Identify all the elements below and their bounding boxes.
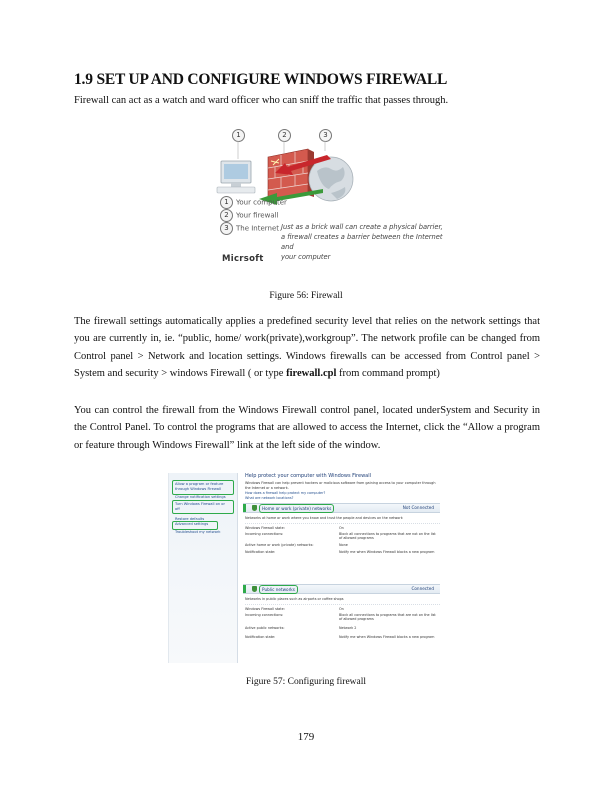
shield-icon	[252, 505, 257, 511]
legend-item-internet: 3 The Internet	[220, 222, 279, 235]
legend-item-firewall: 2 Your firewall	[220, 209, 279, 222]
home-network-note: Networks at home or work where you know and trust the people and devices on the network	[245, 516, 403, 520]
sidebar-link-advanced-settings[interactable]: Advanced settings	[175, 522, 209, 526]
body-paragraph-2: You can control the firewall from the Windows Firewall control panel, located underSystem and Security in the Control Panel. To control the programs that are allowed to access the Internet, click the “Allow a program or feature through Windows Firewall” link at the left side of the window.	[74, 405, 540, 451]
help-link-firewall[interactable]: How does a firewall help protect my computer?	[245, 491, 326, 495]
panel-description: Windows Firewall can help prevent hackers or malicious software from gaining access to your computer through the Internet or a network.	[245, 481, 436, 490]
firewall-illustration	[213, 127, 463, 267]
public-network-note: Networks in public places such as airports or coffee shops	[245, 597, 344, 601]
section-heading: 1.9 SET UP AND CONFIGURE WINDOWS FIREWALL	[74, 71, 448, 88]
body-paragraph-1: The firewall settings automatically applies a predefined security level that relies on the network settings that you are currently in, ie. “public, home/ work(private),workgroup”. The network profile can be changed from Control panel > Network and location settings. Windows firewalls can be accessed from Control panel > System and security > windows Firewall ( or type firewall.cpl from command prompt)	[74, 316, 540, 380]
shield-icon	[252, 586, 257, 592]
figure-56-caption: Figure 56: Firewall	[269, 291, 343, 301]
intro-text: Firewall can act as a watch and ward officer who can sniff the traffic that passes through.	[74, 95, 449, 106]
home-network-header[interactable]	[243, 503, 440, 513]
public-network-header[interactable]	[243, 584, 440, 594]
home-network-state: Not Connected	[402, 505, 434, 510]
sidebar-link-allow-program[interactable]: Allow a program or feature through Windows Firewall	[175, 482, 224, 491]
legend-item-computer: 1 Your computer	[220, 196, 287, 209]
firewall-quote: Just as a brick wall can create a physical barrier, a firewall creates a barrier between the Internet and your computer	[281, 223, 443, 261]
sidebar-link-notifications[interactable]: Change notification settings	[175, 495, 226, 499]
sidebar-link-troubleshoot[interactable]: Troubleshoot my network	[175, 530, 221, 534]
public-network-name: Public networks	[259, 585, 298, 594]
brand-text: Micrsoft	[222, 254, 264, 264]
computer-icon	[217, 161, 255, 193]
page-number: 179	[297, 731, 315, 743]
firewall-sidebar	[169, 473, 238, 663]
command-name: firewall.cpl	[286, 368, 337, 380]
home-network-name: Home or work (private) networks	[259, 504, 334, 513]
sidebar-link-turn-on-off[interactable]: Turn Windows Firewall on or off	[175, 502, 225, 511]
callout-number-1: 1	[232, 129, 245, 142]
callout-number-3: 3	[319, 129, 332, 142]
figure-57-caption: Figure 57: Configuring firewall	[245, 677, 367, 687]
windows-firewall-screenshot	[168, 473, 444, 663]
legend-number: 2	[220, 209, 233, 222]
sidebar-link-restore-defaults[interactable]: Restore defaults	[175, 517, 205, 521]
firewall-main-panel: Help protect your computer with Windows Firewall Windows Firewall can help prevent hackers or malicious software from gaining access to your computer through the Internet or a network. How does a firewall help protect my computer? What are network locations? Home or work (private) networks Not Connected Networks at home or work where you know and trust the people and devices on the network Windows Firewall state: On Incoming connections: Block all connections to programs that are not on the list of allowed programs Active home or work (private) networks: None Notification state: Notify me when Windows Firewall blocks a new program Public networks Connected Networks in public places such as airports or coffee shops Windows Firewall state: On Incoming connections: Block all connections to programs that are not on the list of allowed programs Active public networks: Network 2 Notification state: Notify me when Windows Firewall blocks a new program	[239, 473, 442, 663]
help-link-locations[interactable]: What are network locations?	[245, 496, 294, 500]
legend-number: 3	[220, 222, 233, 235]
public-network-state: Connected	[411, 586, 434, 591]
panel-title: Help protect your computer with Windows Firewall	[245, 473, 371, 479]
callout-number-2: 2	[278, 129, 291, 142]
legend-number: 1	[220, 196, 233, 209]
